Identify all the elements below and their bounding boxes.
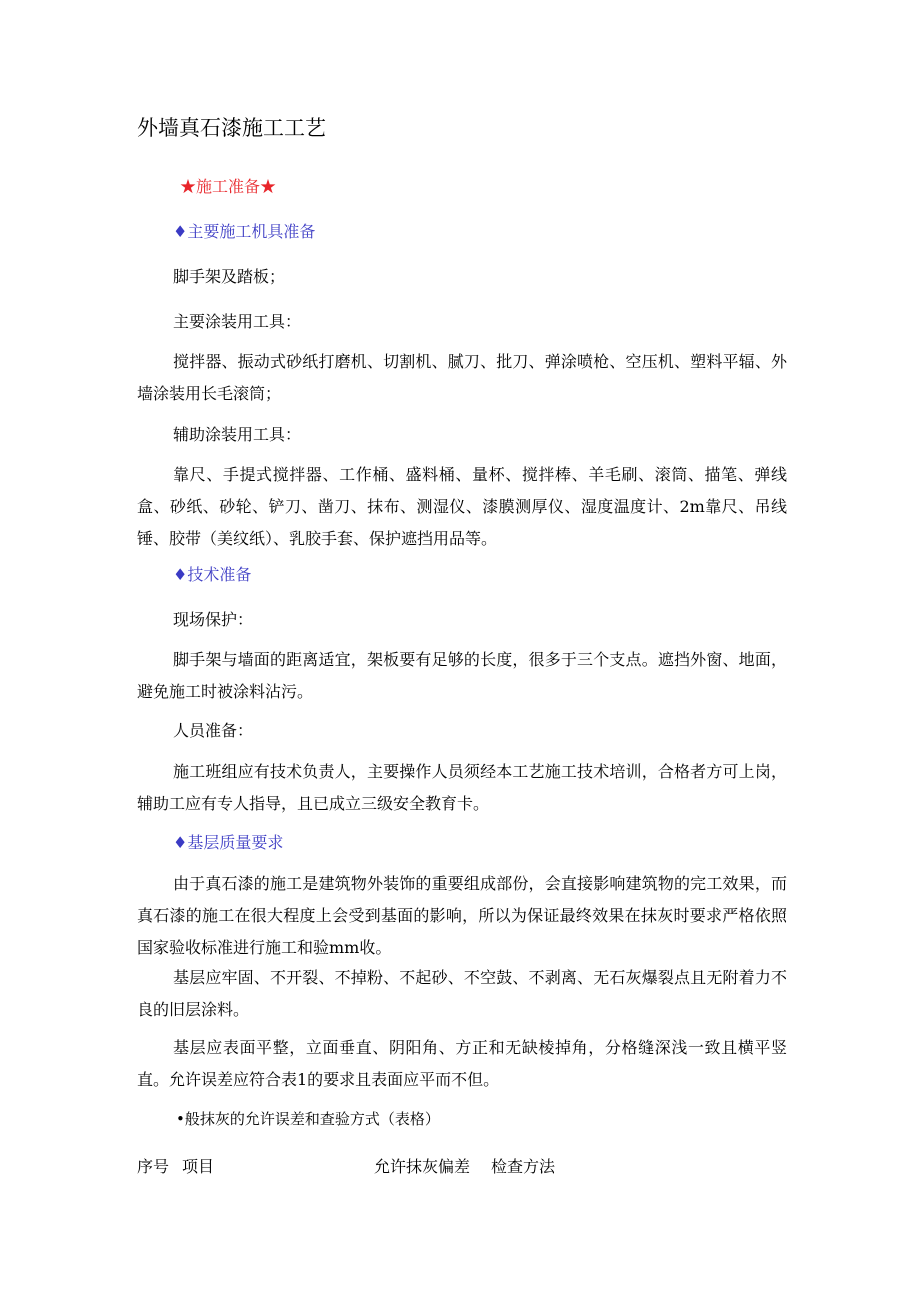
heading-base: ♦基层质量要求	[173, 833, 284, 852]
section-title-preparation: ★施工准备★	[180, 177, 277, 196]
table-caption: •般抹灰的允许误差和查验方式（表格）	[176, 1110, 440, 1128]
paragraph-main-tools-label: 主要涂装用工具：	[173, 312, 302, 331]
paragraph-site-label: 现场保护：	[173, 610, 254, 629]
paragraph-base-1: 由于真石漆的施工是建筑物外装饰的重要组成部份，会直接影响建筑物的完工效果，而真石漆的施工在很大程度上会受到基面的影响，所以为保证最终效果在抹灰时要求严格依照国家验收标准进行施工和验mm收。	[137, 874, 787, 957]
paragraph-site: 脚手架与墙面的距离适宜，架板要有足够的长度，很多于三个支点。遮挡外窗、地面，避免施工时被涂料沾污。	[137, 650, 787, 701]
paragraph-staff: 施工班组应有技术负责人，主要操作人员须经本工艺施工技术培训，合格者方可上岗，辅助工应有专人指导，且已成立三级安全教育卡。	[137, 762, 787, 813]
paragraph-staff-label: 人员准备：	[173, 721, 254, 740]
table-header-index: 序号	[137, 1157, 170, 1176]
paragraph-main-tools: 搅拌器、振动式砂纸打磨机、切割机、腻刀、批刀、弹涂喷枪、空压机、塑料平辐、外墙涂装用长毛滚筒；	[137, 352, 787, 403]
paragraph-scaffold: 脚手架及踏板；	[173, 267, 286, 286]
paragraph-aux-tools-label: 辅助涂装用工具：	[173, 425, 302, 444]
heading-tech: ♦技术准备	[173, 565, 252, 584]
paragraph-base-2: 基层应牢固、不开裂、不掉粉、不起砂、不空鼓、不剥离、无石灰爆裂点且无附着力不良的旧层涂料。	[137, 968, 787, 1019]
heading-tools: ♦主要施工机具准备	[173, 222, 316, 241]
table-header-item: 项目	[182, 1157, 215, 1176]
table-header-method: 检查方法	[491, 1157, 556, 1176]
document-title: 外墙真石漆施工工艺	[137, 116, 326, 140]
table-header-tolerance: 允许抹灰偏差	[374, 1157, 471, 1176]
paragraph-aux-tools: 靠尺、手提式搅拌器、工作桶、盛料桶、量杯、搅拌棒、羊毛刷、滚筒、描笔、弹线盒、砂纸、砂轮、铲刀、凿刀、抹布、测湿仪、漆膜测厚仪、湿度温度计、2m靠尺、吊线锤、胶带（美纹纸）、乳胶手套、保护遮挡用品等。	[137, 465, 787, 548]
paragraph-base-3: 基层应表面平整，立面垂直、阴阳角、方正和无缺棱掉角，分格缝深浅一致且横平竖直。允许误差应符合表1的要求且表面应平而不但。	[137, 1038, 787, 1089]
